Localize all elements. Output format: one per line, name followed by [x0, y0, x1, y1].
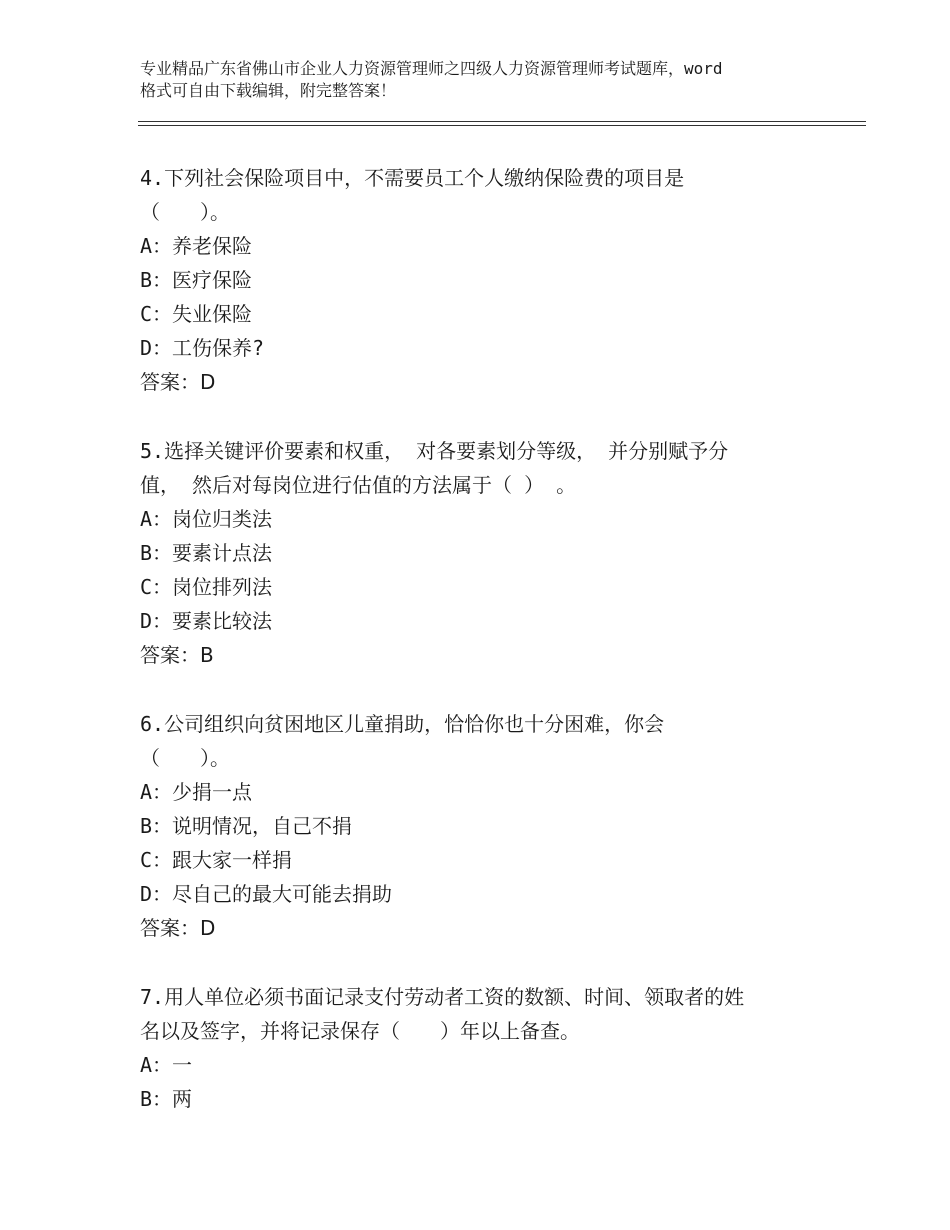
- answer-line: 答案：D: [140, 370, 216, 394]
- question-5: [140, 434, 800, 672]
- option-c: C：跟大家一样捐: [140, 848, 293, 872]
- option-a: A：养老保险: [140, 234, 253, 258]
- option-b: B：说明情况，自己不捐: [140, 814, 353, 838]
- question-7: [140, 980, 800, 1116]
- question-4: [140, 161, 800, 399]
- option-c: C：失业保险: [140, 302, 253, 326]
- option-b: B：医疗保险: [140, 268, 253, 292]
- answer-line: 答案：D: [140, 916, 216, 940]
- question-stem-line: （ ）。: [140, 746, 230, 770]
- header-divider-top: [138, 121, 866, 122]
- answer-line: 答案：B: [140, 643, 214, 667]
- option-b: B：要素计点法: [140, 541, 273, 565]
- option-c: C：岗位排列法: [140, 575, 273, 599]
- question-stem-line: 4.下列社会保险项目中，不需要员工个人缴纳保险费的项目是: [140, 166, 685, 190]
- header-line-2: 格式可自由下载编辑，附完整答案！: [140, 81, 397, 100]
- option-a: A：岗位归类法: [140, 507, 273, 531]
- question-stem-line: 5.选择关键评价要素和权重， 对各要素划分等级， 并分别赋予分: [140, 439, 729, 463]
- question-stem-line: 6.公司组织向贫困地区儿童捐助，恰恰你也十分困难，你会: [140, 712, 665, 736]
- question-6: [140, 707, 800, 945]
- header-divider-bottom: [138, 125, 866, 126]
- option-a: A：少捐一点: [140, 780, 253, 804]
- question-stem-line: 名以及签字，并将记录保存（ ）年以上备查。: [140, 1019, 580, 1043]
- option-d: D：尽自己的最大可能去捐助: [140, 882, 393, 906]
- option-b: B：两: [140, 1087, 193, 1111]
- option-a: A：一: [140, 1053, 193, 1077]
- header-line-1: 专业精品广东省佛山市企业人力资源管理师之四级人力资源管理师考试题库，word: [140, 59, 723, 78]
- option-d: D：要素比较法: [140, 609, 273, 633]
- question-stem-line: （ ）。: [140, 200, 230, 224]
- question-stem-line: 7.用人单位必须书面记录支付劳动者工资的数额、时间、领取者的姓: [140, 985, 745, 1009]
- document-header: [140, 58, 830, 102]
- question-stem-line: 值， 然后对每岗位进行估值的方法属于（ ） 。: [140, 473, 577, 497]
- option-d: D：工伤保养?: [140, 336, 265, 360]
